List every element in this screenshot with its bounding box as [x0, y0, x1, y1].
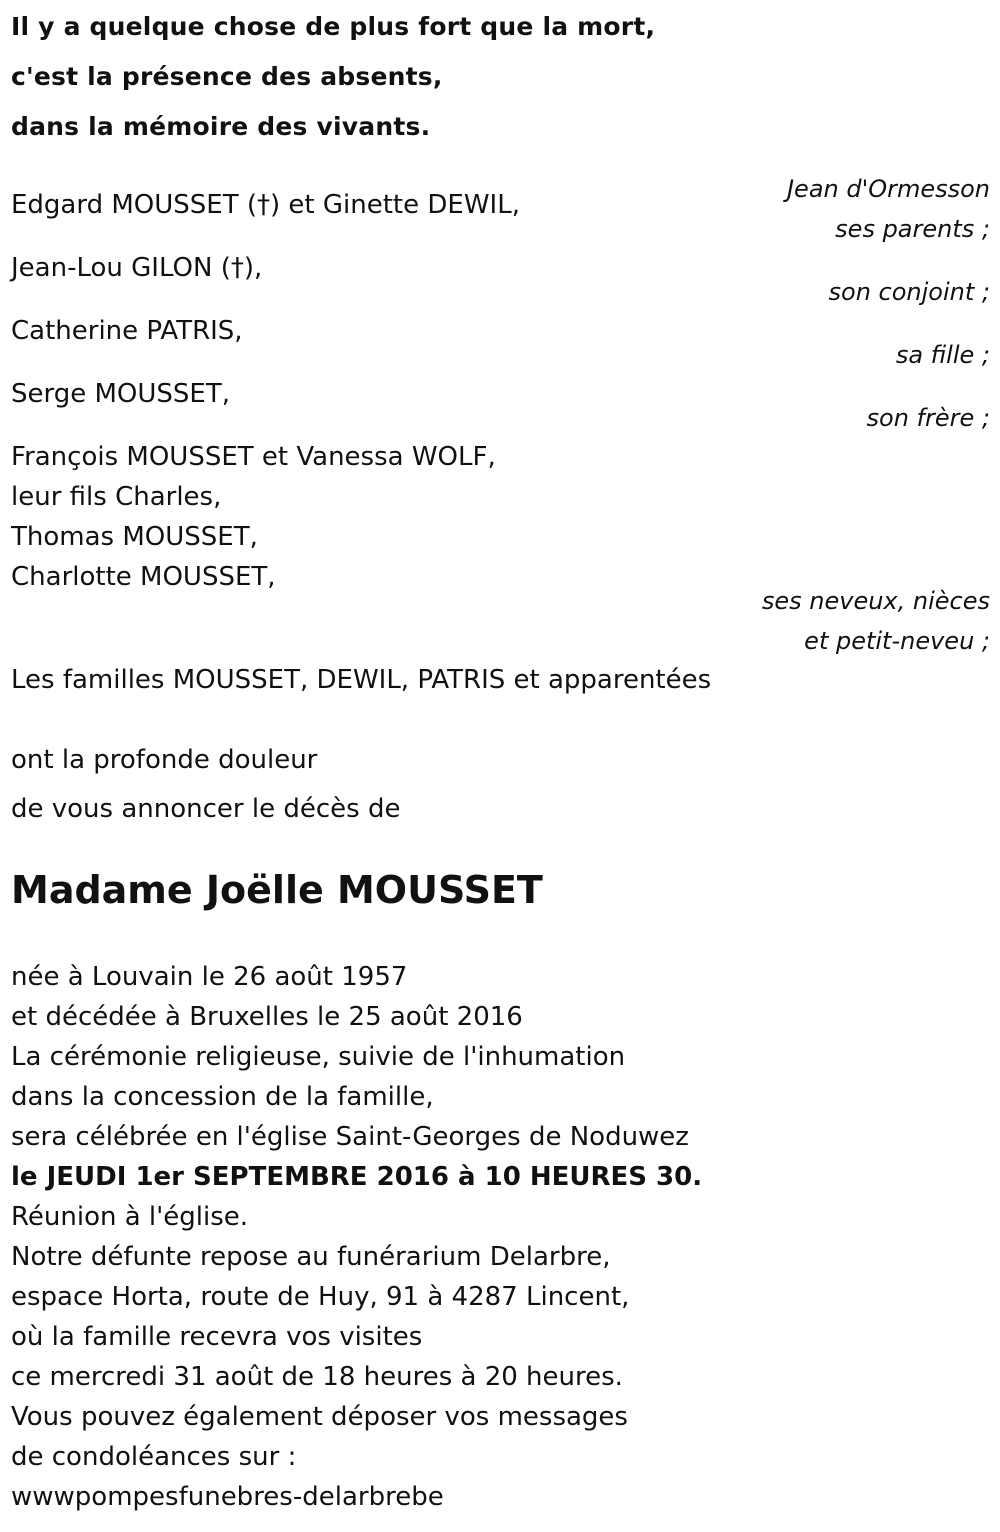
detail-line-5: sera célébrée en l'église Saint-Georges de Noduwez	[11, 1122, 689, 1152]
quote-line-1: Il y a quelque chose de plus fort que la mort,	[11, 12, 656, 41]
daughter-name: Catherine PATRIS,	[11, 316, 243, 346]
detail-line-12: de condoléances sur :	[11, 1442, 297, 1472]
detail-line-10: ce mercredi 31 août de 18 heures à 20 heures.	[11, 1362, 623, 1392]
detail-line-4: dans la concession de la famille,	[11, 1082, 434, 1112]
quote-line-3: dans la mémoire des vivants.	[11, 112, 431, 141]
detail-line-9: où la famille recevra vos visites	[11, 1322, 423, 1352]
nephews-role-line-1: ses neveux, nièces	[761, 587, 990, 615]
detail-line-1: née à Louvain le 26 août 1957	[11, 962, 408, 992]
deceased-name: Madame Joëlle MOUSSET	[11, 868, 543, 912]
nephews-role-line-2: et petit-neveu ;	[804, 627, 990, 655]
quote-author: Jean d'Ormesson	[786, 175, 990, 203]
parents-role: ses parents ;	[835, 215, 990, 243]
website-text: wwwpompesfunebres-delarbrebe	[11, 1482, 444, 1512]
spouse-role: son conjoint ;	[828, 278, 990, 306]
families-line: Les familles MOUSSET, DEWIL, PATRIS et apparentées	[11, 665, 712, 695]
brother-name: Serge MOUSSET,	[11, 379, 231, 409]
nephew-line-3: Thomas MOUSSET,	[11, 522, 258, 552]
daughter-role: sa fille ;	[895, 341, 990, 369]
nephew-line-1: François MOUSSET et Vanessa WOLF,	[11, 442, 496, 472]
detail-line-2: et décédée à Bruxelles le 25 août 2016	[11, 1002, 523, 1032]
spouse-name: Jean-Lou GILON (†),	[11, 253, 263, 283]
quote-line-2: c'est la présence des absents,	[11, 62, 443, 91]
ceremony-date: le JEUDI 1er SEPTEMBRE 2016 à 10 HEURES 30.	[11, 1162, 703, 1192]
detail-line-7: Notre défunte repose au funérarium Delarbre,	[11, 1242, 611, 1272]
detail-line-3: La cérémonie religieuse, suivie de l'inhumation	[11, 1042, 626, 1072]
nephew-line-2: leur fils Charles,	[11, 482, 222, 512]
brother-role: son frère ;	[866, 404, 990, 432]
detail-line-8: espace Horta, route de Huy, 91 à 4287 Lincent,	[11, 1282, 630, 1312]
announcement-line-2: de vous annoncer le décès de	[11, 794, 401, 824]
detail-line-6: Réunion à l'église.	[11, 1202, 249, 1232]
announcement-line-1: ont la profonde douleur	[11, 745, 318, 775]
nephew-line-4: Charlotte MOUSSET,	[11, 562, 276, 592]
parents-names: Edgard MOUSSET (†) et Ginette DEWIL,	[11, 190, 520, 220]
detail-line-11: Vous pouvez également déposer vos messages	[11, 1402, 628, 1432]
